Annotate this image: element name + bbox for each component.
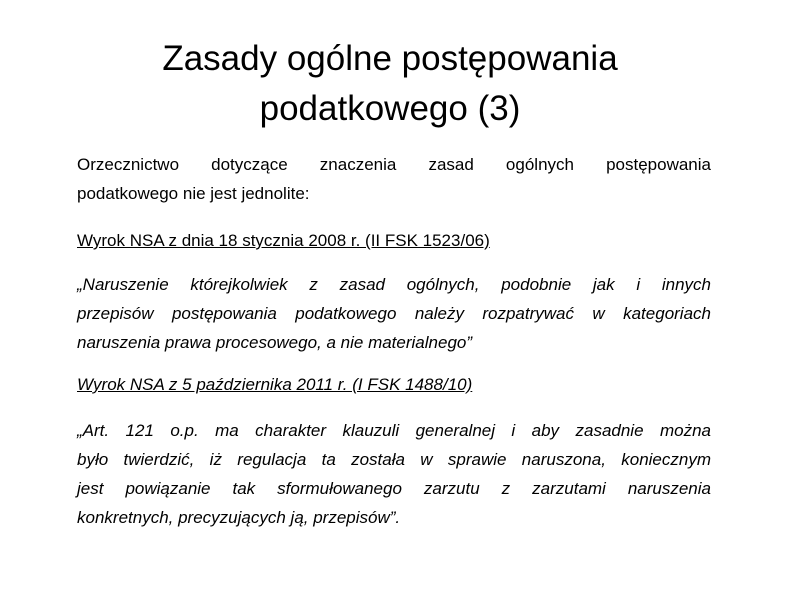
- intro-line-2: podatkowego nie jest jednolite:: [77, 184, 310, 203]
- ruling-2-heading-text: Wyrok NSA z 5 października 2011 r. (I FSK 1488/10): [77, 375, 473, 394]
- ruling-2-quote-line-1: „Art. 121 o.p. ma charakter klauzuli generalnej i aby zasadnie można: [77, 421, 711, 440]
- ruling-2-quote-line-3: jest powiązanie tak sformułowanego zarzutu z zarzutami naruszenia: [77, 479, 711, 498]
- ruling-2-heading: [77, 370, 711, 399]
- ruling-1-quote: [77, 270, 711, 357]
- slide-title: [60, 34, 720, 134]
- ruling-1-quote-line-3: naruszenia prawa procesowego, a nie materialnego”: [77, 333, 473, 352]
- ruling-1-quote-line-1: „Naruszenie którejkolwiek z zasad ogólnych, podobnie jak i innych: [77, 275, 711, 294]
- ruling-2-quote-line-4: konkretnych, precyzujących ją, przepisów”.: [77, 508, 401, 527]
- ruling-1-heading: [77, 226, 711, 255]
- ruling-1-heading-text: Wyrok NSA z dnia 18 stycznia 2008 r. (II FSK 1523/06): [77, 231, 490, 250]
- slide-title-line-1: Zasady ogólne postępowania: [162, 39, 618, 78]
- ruling-1-quote-line-2: przepisów postępowania podatkowego należy rozpatrywać w kategoriach: [77, 304, 711, 323]
- ruling-2-quote: [77, 416, 711, 532]
- intro-line-1: Orzecznictwo dotyczące znaczenia zasad ogólnych postępowania: [77, 155, 711, 174]
- ruling-2-quote-line-2: było twierdzić, iż regulacja ta została w sprawie naruszona, koniecznym: [77, 450, 711, 469]
- slide-title-line-2: podatkowego (3): [259, 89, 521, 128]
- intro-paragraph: [77, 150, 711, 208]
